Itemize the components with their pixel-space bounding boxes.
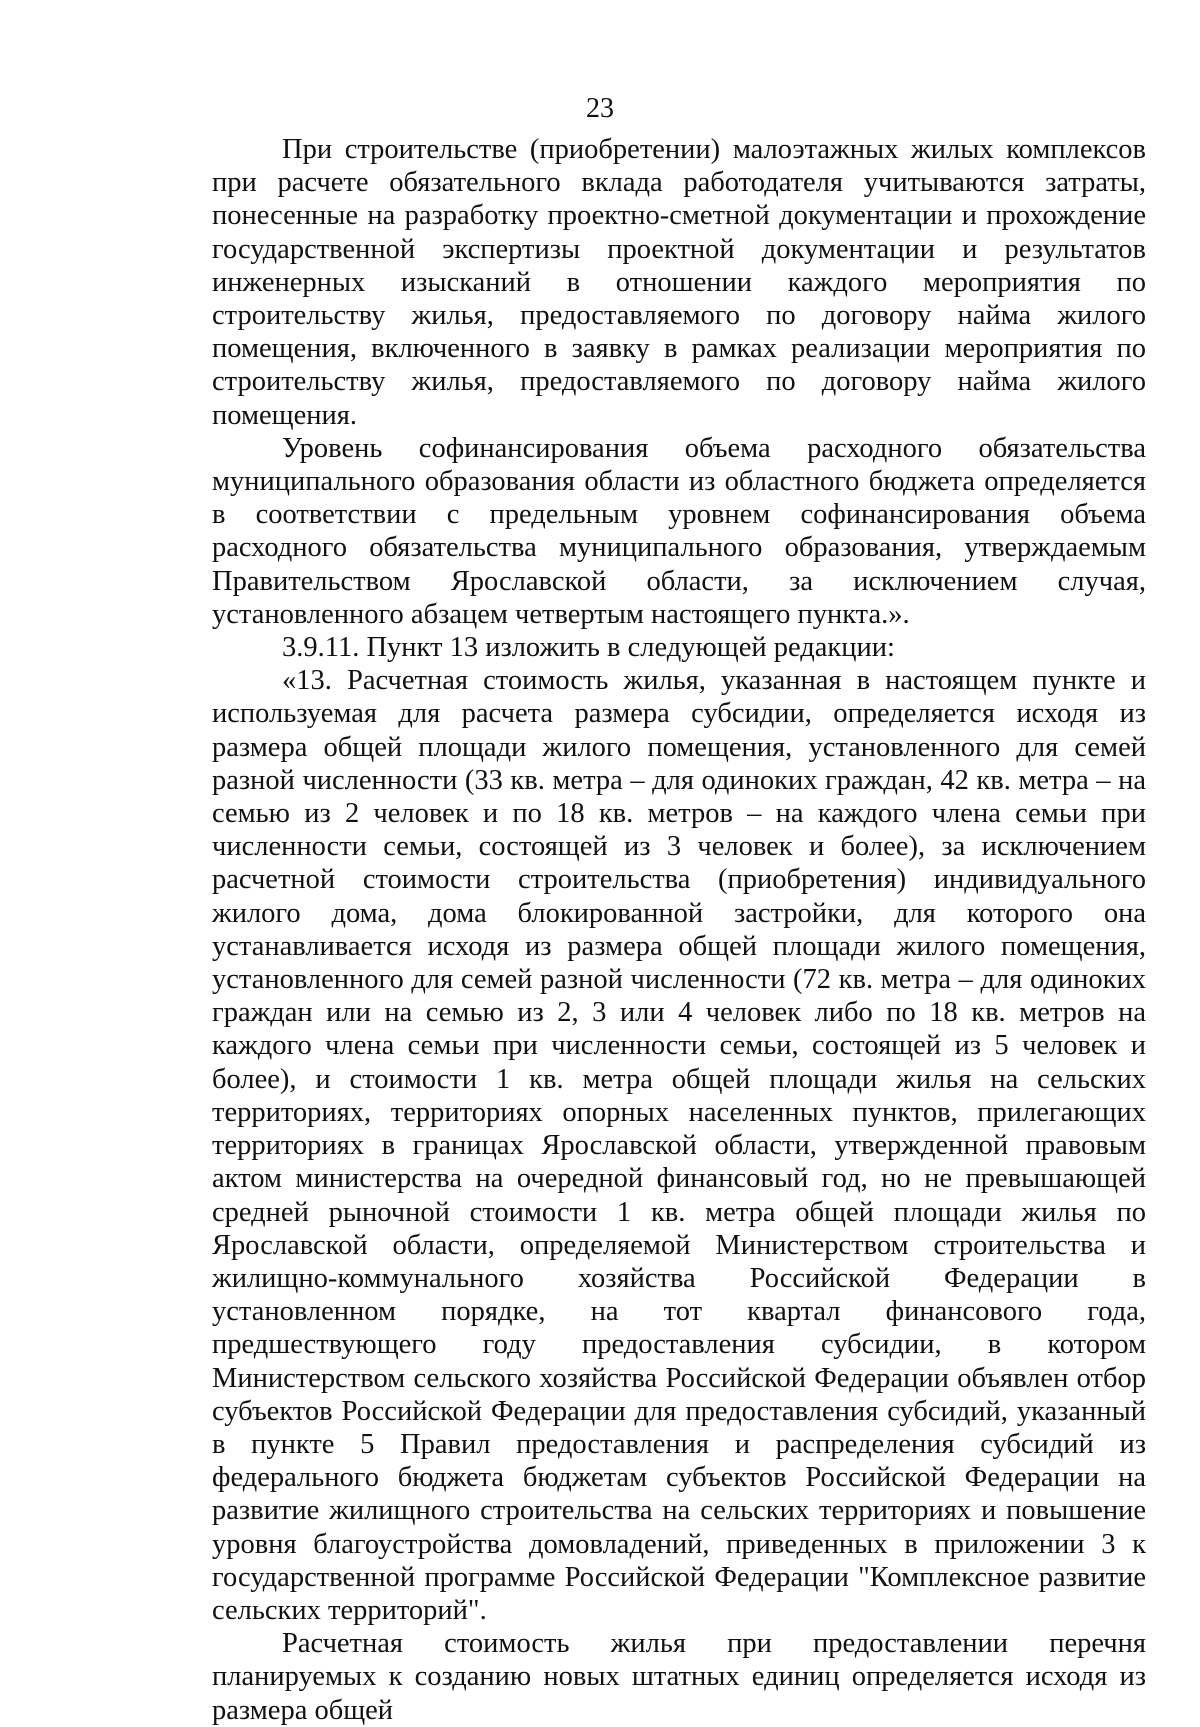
page-number: 23 xyxy=(586,93,614,124)
paragraph-cost-accounting: При строительстве (приобретении) малоэтажных жилых комплексов при расчете обязательного вклада работодателя учитываются затраты, понесенные на разработку проектно-сметной документации и прохождение государственной экспертизы проектной документации и результатов инженерных изысканий в отношении каждого мероприятия по строительству жилья, предоставляемого по договору найма жилого помещения, включенного в заявку в рамках реализации мероприятия по строительству жилья, предоставляемого по договору найма жилого помещения. xyxy=(212,134,1146,431)
paragraph-item-13-housing-cost: «13. Расчетная стоимость жилья, указанная в настоящем пункте и используемая для расчета размера субсидии, определяется исходя из размера общей площади жилого помещения, установленного для семей разной численности (33 кв. метра – для одиноких граждан, 42 кв. метра – на семью из 2 человек и по 18 кв. метров – на каждого члена семьи при численности семьи, состоящей из 3 человек и более), за исключением расчетной стоимости строительства (приобретения) индивидуального жилого дома, дома блокированной застройки, для которого она устанавливается исходя из размера общей площади жилого помещения, установленного для семей разной численности (72 кв. метра – для одиноких граждан или на семью из 2, 3 или 4 человек либо по 18 кв. метров на каждого члена семьи при численности семьи, состоящей из 5 человек и более), и стоимости 1 кв. метра общей площади жилья на сельских территориях, территориях опорных населенных пунктов, прилегающих территориях в границах Ярославской области, утвержденной правовым актом министерства на очередной финансовый год, но не превышающей средней рыночной стоимости 1 кв. метра общей площади жилья по Ярославской области, определяемой Министерством строительства и жилищно-коммунального хозяйства Российской Федерации в установленном порядке, на тот квартал финансового года, предшествующего году предоставления субсидии, в котором Министерством сельского хозяйства Российской Федерации объявлен отбор субъектов Российской Федерации для предоставления субсидий, указанный в пункте 5 Правил предоставления и распределения субсидий из федерального бюджета бюджетам субъектов Российской Федерации на развитие жилищного строительства на сельских территориях и повышение уровня благоустройства домовладений, приведенных в приложении 3 к государственной программе Российской Федерации "Комплексное развитие сельских территорий". xyxy=(212,665,1146,1626)
paragraph-cofinancing-level: Уровень софинансирования объема расходного обязательства муниципального образования области из областного бюджета определяется в соответствии с предельным уровнем софинансирования объема расходного обязательства муниципального образования, утверждаемым Правительством Ярославской области, за исключением случая, установленного абзацем четвертым настоящего пункта.». xyxy=(212,432,1146,630)
paragraph-item-3-9-11: 3.9.11. Пункт 13 изложить в следующей редакции: xyxy=(282,632,895,664)
paragraph-staff-units-cost: Расчетная стоимость жилья при предоставлении перечня планируемых к созданию новых штатных единиц определяется исходя из размера общей xyxy=(212,1628,1146,1726)
document-body xyxy=(212,133,1146,1727)
